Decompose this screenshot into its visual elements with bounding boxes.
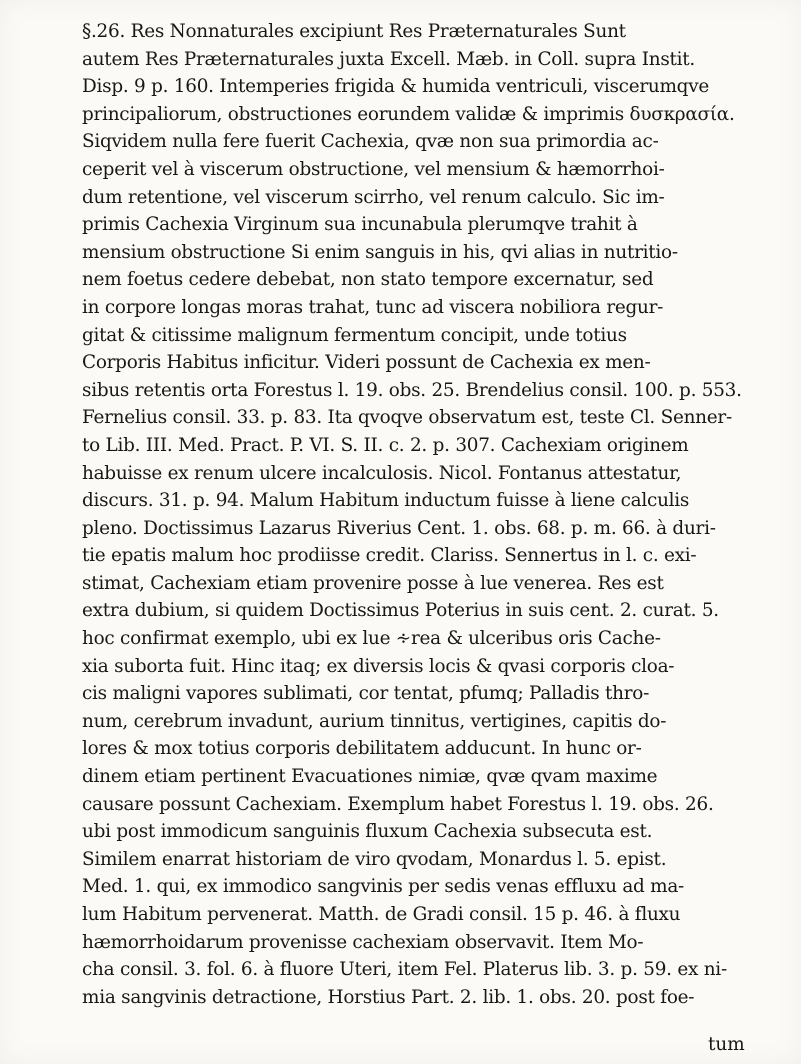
text-line: ceperit vel à viscerum obstructione, vel mensium & hæmorrhoi- — [82, 158, 665, 180]
text-line: tie epatis malum hoc prodiisse credit. Clariss. Sennertus in l. c. exi- — [82, 545, 697, 567]
text-line: causare possunt Cachexiam. Exemplum habet Forestus l. 19. obs. 26. — [82, 793, 714, 815]
text-line: autem Res Præternaturales juxta Excell. Mæb. in Coll. supra Instit. — [82, 48, 696, 70]
text-line: Corporis Habitus inficitur. Videri possunt de Cachexia ex men- — [82, 352, 651, 374]
text-line: Disp. 9 p. 160. Intemperies frigida & humida ventriculi, viscerumqve — [82, 76, 709, 98]
text-line: hoc confirmat exemplo, ubi ex lue ∻rea & ulceribus oris Cache- — [82, 628, 661, 650]
text-line: nem foetus cedere debebat, non stato tempore excernatur, sed — [82, 269, 654, 291]
text-line: Fernelius consil. 33. p. 83. Ita qvoqve observatum est, teste Cl. Senner- — [82, 407, 732, 429]
text-line: Similem enarrat historiam de viro qvodam, Monardus l. 5. epist. — [82, 848, 667, 870]
text-line: discurs. 31. p. 94. Malum Habitum inductum fuisse à liene calculis — [82, 490, 690, 512]
text-line: Med. 1. qui, ex immodico sangvinis per sedis venas effluxu ad ma- — [82, 876, 685, 898]
text-line: principaliorum, obstructiones eorundem validæ & imprimis δυσκρασία. — [82, 103, 735, 125]
text-line: lum Habitum pervenerat. Matth. de Gradi consil. 15 p. 46. à fluxu — [82, 904, 681, 925]
catchword: tum — [708, 1034, 745, 1055]
body-text — [82, 18, 754, 1011]
text-line: ubi post immodicum sanguinis fluxum Cachexia subsecuta est. — [82, 821, 653, 843]
text-line: pleno. Doctissimus Lazarus Riverius Cent. 1. obs. 68. p. m. 66. à duri- — [82, 517, 716, 539]
text-line: habuisse ex renum ulcere incalculosis. Nicol. Fontanus attestatur, — [82, 462, 682, 484]
text-line: dinem etiam pertinent Evacuationes nimiæ, qvæ qvam maxime — [82, 766, 658, 788]
text-line: stimat, Cachexiam etiam provenire posse à lue venerea. Res est — [82, 572, 664, 594]
text-line: lores & mox totius corporis debilitatem adducunt. In hunc or- — [82, 738, 642, 760]
text-line: mia sangvinis detractione, Horstius Part. 2. lib. 1. obs. 20. post foe- — [82, 986, 695, 1008]
text-line: gitat & citissime malignum fermentum concipit, unde totius — [82, 324, 627, 346]
text-line: sibus retentis orta Forestus l. 19. obs. 25. Brendelius consil. 100. p. 553. — [82, 379, 742, 401]
text-line: extra dubium, si quidem Doctissimus Poterius in suis cent. 2. curat. 5. — [82, 600, 719, 622]
text-line: cis maligni vapores sublimati, cor tentat, pfumq; Palladis thro- — [82, 683, 650, 705]
text-line: num, cerebrum invadunt, aurium tinnitus, vertigines, capitis do- — [82, 710, 667, 732]
text-line: xia suborta fuit. Hinc itaq; ex diversis locis & qvasi corporis cloa- — [82, 655, 675, 677]
text-line: §.26. Res Nonnaturales excipiunt Res Præternaturales Sunt — [82, 21, 626, 42]
text-line: to Lib. III. Med. Pract. P. VI. S. II. c. 2. p. 307. Cachexiam originem — [82, 434, 689, 456]
text-line: Siqvidem nulla fere fuerit Cachexia, qvæ non sua primordia ac- — [82, 131, 659, 153]
text-line: cha consil. 3. fol. 6. à fluore Uteri, item Fel. Platerus lib. 3. p. 59. ex ni- — [82, 959, 727, 981]
text-line: hæmorrhoidarum provenisse cachexiam observavit. Item Mo- — [82, 931, 644, 953]
text-line: in corpore longas moras trahat, tunc ad viscera nobiliora regur- — [82, 296, 664, 318]
text-line: primis Cachexia Virginum sua incunabula plerumqve trahit à — [82, 214, 638, 236]
text-line: mensium obstructione Si enim sanguis in his, qvi alias in nutritio- — [82, 241, 678, 263]
text-line: dum retentione, vel viscerum scirrho, vel renum calculo. Sic im- — [82, 186, 665, 208]
